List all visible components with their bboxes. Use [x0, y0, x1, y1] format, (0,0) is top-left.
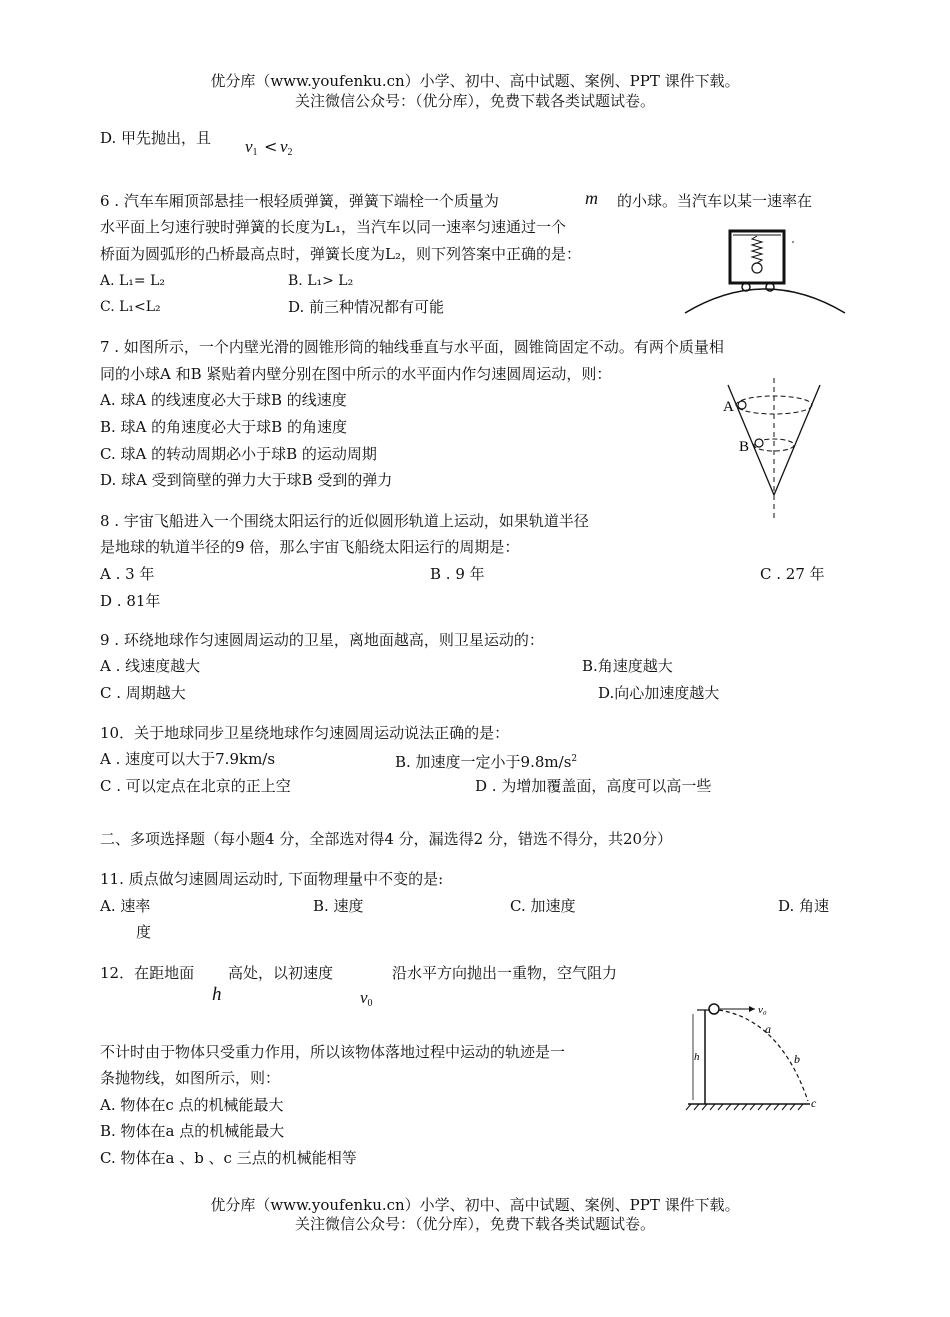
q9-option-a: A . 线速度越大 — [100, 657, 201, 675]
q7-option-d: D. 球A 受到筒壁的弹力大于球B 受到的弹力 — [100, 471, 393, 489]
q6-option-b: B. L₁> L₂ — [288, 273, 354, 289]
q5-math-lt: < — [264, 137, 278, 156]
projectile-label-a: a — [765, 1022, 771, 1036]
header-line-1: 优分库（www.youfenku.cn）小学、初中、高中试题、案例、PPT 课件下载。 — [210, 72, 740, 90]
q12-math-v0: $v_0$ — [360, 988, 373, 1009]
q10-option-d: D . 为增加覆盖面，高度可以高一些 — [475, 777, 712, 795]
q6-line-1b: 的小球。当汽车以某一速率在 — [617, 192, 813, 210]
projectile-label-c: c — [811, 1096, 817, 1110]
q12-line-1c: 沿水平方向抛出一重物，空气阻力 — [392, 964, 618, 982]
footer-line-2: 关注微信公众号：（优分库），免费下载各类试题试卷。 — [294, 1215, 655, 1233]
q6-line-3: 桥面为圆弧形的凸桥最高点时，弹簧长度为L₂，则下列答案中正确的是： — [100, 245, 581, 263]
q8-line-2: 是地球的轨道半径的9 倍，那么宇宙飞船绕太阳运行的周期是： — [100, 538, 520, 556]
q11-option-d: D. 角速 — [778, 897, 830, 915]
q11-line-1: 11. 质点做匀速圆周运动时, 下面物理量中不变的是: — [100, 870, 444, 888]
q10-option-c: C . 可以定点在北京的正上空 — [100, 777, 291, 795]
projectile-label-v0: v₀ — [758, 1004, 767, 1016]
projectile-label-h: h — [694, 1051, 700, 1063]
q10-option-a: A . 速度可以大于7.9km/s — [100, 750, 276, 768]
q11-option-b: B. 速度 — [313, 897, 364, 915]
header-line-2: 关注微信公众号：（优分库），免费下载各类试题试卷。 — [294, 92, 655, 110]
q7-option-a: A. 球A 的线速度必大于球B 的线速度 — [100, 391, 347, 409]
q6-line-2: 水平面上匀速行驶时弹簧的长度为L₁，当汽车以同一速率匀速通过一个 — [100, 218, 566, 236]
q8-option-d: D . 81年 — [100, 592, 161, 610]
q12-option-b: B. 物体在a 点的机械能最大 — [100, 1122, 285, 1140]
q6-math-m: m — [585, 188, 598, 208]
q7-option-c: C. 球A 的转动周期必小于球B 的运动周期 — [100, 445, 377, 463]
q8-line-1: 8 . 宇宙飞船进入一个围绕太阳运行的近似圆形轨道上运动，如果轨道半径 — [100, 512, 589, 530]
q6-option-a: A. L₁= L₂ — [100, 273, 166, 289]
q11-option-d-cont: 度 — [136, 923, 152, 941]
q6-option-d: D. 前三种情况都有可能 — [288, 298, 445, 316]
section-2-title: 二、多项选择题（每小题4 分，全部选对得4 分，漏选得2 分，错选不得分，共20分） — [100, 830, 673, 848]
q7-line-2: 同的小球A 和B 紧贴着内壁分别在图中所示的水平面内作匀速圆周运动，则： — [100, 365, 612, 383]
cone-label-b: B — [739, 439, 750, 455]
q5-math-v2: $v_2$ — [280, 137, 293, 158]
q12-line-1b: 高处，以初速度 — [228, 964, 334, 982]
q7-line-1: 7 . 如图所示，一个内壁光滑的圆锥形筒的轴线垂直与水平面，圆锥筒固定不动。有两个质量相 — [100, 338, 724, 356]
q11-option-c: C. 加速度 — [510, 897, 576, 915]
q6-option-c: C. L₁<L₂ — [100, 299, 161, 315]
projectile-label-b: b — [794, 1052, 800, 1066]
q5-math-v1: $v_1$ — [245, 137, 258, 158]
projectile-figure — [685, 1000, 820, 1115]
q9-option-b: B.角速度越大 — [582, 657, 673, 675]
q9-option-c: C . 周期越大 — [100, 684, 186, 702]
q11-option-a: A. 速率 — [100, 897, 151, 915]
footer-line-1: 优分库（www.youfenku.cn）小学、初中、高中试题、案例、PPT 课件下载。 — [210, 1196, 740, 1214]
q12-math-h: h — [212, 984, 222, 1005]
q12-line-2: 不计时由于物体只受重力作用，所以该物体落地过程中运动的轨迹是一 — [100, 1043, 566, 1061]
q5-option-d: D. 甲先抛出，且 — [100, 129, 212, 147]
q12-option-c: C. 物体在a 、b 、c 三点的机械能相等 — [100, 1149, 357, 1167]
car-bridge-figure — [680, 225, 850, 320]
q8-option-b: B . 9 年 — [430, 565, 485, 583]
q9-line-1: 9 . 环绕地球作匀速圆周运动的卫星，离地面越高，则卫星运动的： — [100, 631, 544, 649]
q10-line-1: 10．关于地球同步卫星绕地球作匀速圆周运动说法正确的是： — [100, 724, 510, 742]
q12-line-1a: 12．在距地面 — [100, 964, 195, 982]
q7-option-b: B. 球A 的角速度必大于球B 的角速度 — [100, 418, 347, 436]
cone-label-a: A — [723, 399, 734, 415]
q12-option-a: A. 物体在c 点的机械能最大 — [100, 1096, 284, 1114]
q8-option-c: C . 27 年 — [760, 565, 825, 583]
q10-option-b: B. 加速度一定小于$9.8m/s^2$ — [395, 753, 578, 771]
q12-line-3: 条抛物线，如图所示，则： — [100, 1069, 281, 1087]
q8-option-a: A . 3 年 — [100, 565, 155, 583]
cone-figure — [715, 378, 815, 523]
q6-line-1a: 6 . 汽车车厢顶部悬挂一根轻质弹簧，弹簧下端栓一个质量为 — [100, 192, 499, 210]
q9-option-d: D.向心加速度越大 — [598, 684, 720, 702]
